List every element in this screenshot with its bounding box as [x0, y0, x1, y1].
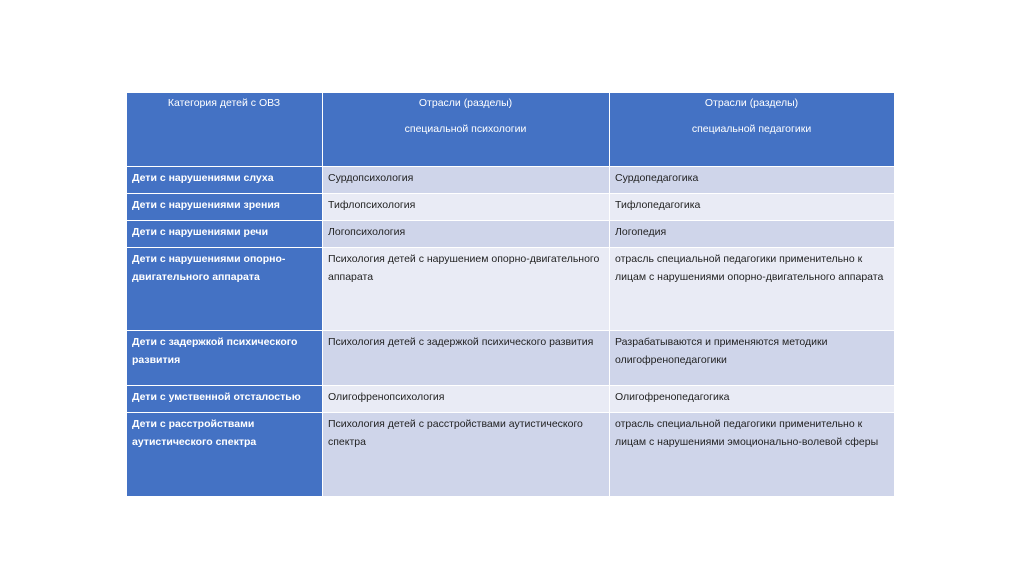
category-cell: Дети с задержкой психического развития [127, 331, 323, 386]
psychology-cell: Логопсихология [323, 221, 610, 248]
header-pedagogy [610, 93, 895, 167]
header-category [127, 93, 323, 167]
psychology-cell: Сурдопсихология [323, 167, 610, 194]
table-row [127, 194, 895, 221]
header-pedagogy-line1: Отрасли (разделы) [704, 97, 799, 109]
table-row [127, 413, 895, 497]
table-row [127, 248, 895, 331]
category-cell: Дети с умственной отсталостью [127, 386, 323, 413]
table-row [127, 221, 895, 248]
table-row [127, 331, 895, 386]
header-pedagogy-line2: специальной педагогики [691, 123, 812, 135]
pedagogy-cell: отрасль специальной педагогики применительно к лицам с нарушениями эмоционально-волевой сферы [610, 413, 895, 497]
table-row [127, 167, 895, 194]
psychology-cell: Психология детей с расстройствами аутистического спектра [323, 413, 610, 497]
pedagogy-cell: отрасль специальной педагогики применительно к лицам с нарушениями опорно-двигательного аппарата [610, 248, 895, 331]
category-cell: Дети с нарушениями опорно-двигательного аппарата [127, 248, 323, 331]
pedagogy-cell: Логопедия [610, 221, 895, 248]
category-cell: Дети с расстройствами аутистического спектра [127, 413, 323, 497]
psychology-cell: Олигофренопсихология [323, 386, 610, 413]
header-row [127, 93, 895, 167]
header-category-label: Категория детей с ОВЗ [167, 97, 281, 109]
pedagogy-cell: Олигофренопедагогика [610, 386, 895, 413]
category-cell: Дети с нарушениями зрения [127, 194, 323, 221]
pedagogy-cell: Тифлопедагогика [610, 194, 895, 221]
pedagogy-cell: Разрабатываются и применяются методики олигофренопедагогики [610, 331, 895, 386]
category-cell: Дети с нарушениями речи [127, 221, 323, 248]
psychology-cell: Тифлопсихология [323, 194, 610, 221]
header-psychology [323, 93, 610, 167]
pedagogy-cell: Сурдопедагогика [610, 167, 895, 194]
psychology-cell: Психология детей с нарушением опорно-двигательного аппарата [323, 248, 610, 331]
table-row [127, 386, 895, 413]
header-psychology-line2: специальной психологии [404, 123, 527, 135]
categories-table [126, 92, 895, 497]
psychology-cell: Психология детей с задержкой психического развития [323, 331, 610, 386]
header-psychology-line1: Отрасли (разделы) [418, 97, 513, 109]
category-cell: Дети с нарушениями слуха [127, 167, 323, 194]
